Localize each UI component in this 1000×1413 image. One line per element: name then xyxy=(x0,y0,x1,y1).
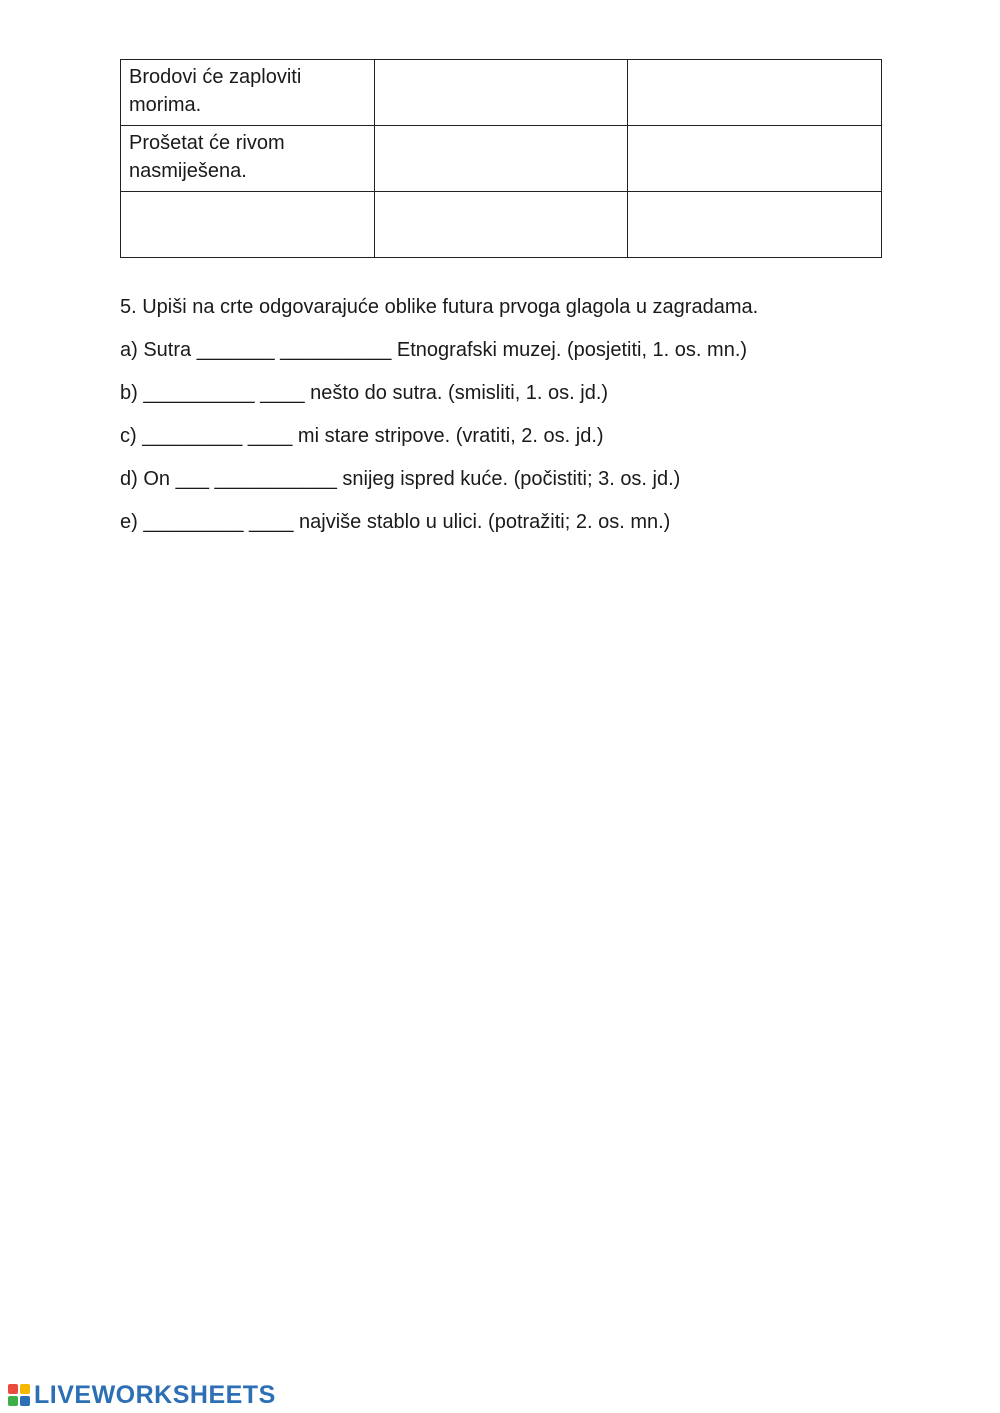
exercise-5 xyxy=(120,293,920,551)
exercise-heading: 5. Upiši na crte odgovarajuće oblike futura prvoga glagola u zagradama. xyxy=(120,296,759,318)
table-row xyxy=(121,60,882,126)
table-row xyxy=(121,126,882,192)
table-row xyxy=(121,192,882,258)
logo-square xyxy=(8,1396,18,1406)
table-cell[interactable] xyxy=(628,126,882,192)
table-cell: Brodovi će zaploviti morima. xyxy=(121,60,375,126)
exercise-item-d[interactable]: d) On ___ ___________ snijeg ispred kuće. (počistiti; 3. os. jd.) xyxy=(120,468,681,490)
table-cell[interactable] xyxy=(375,60,628,126)
logo-square xyxy=(8,1384,18,1394)
logo-text: LIVEWORKSHEETS xyxy=(34,1380,276,1409)
logo-square xyxy=(20,1396,30,1406)
exercise-item-e[interactable]: e) _________ ____ najviše stablo u ulici. (potražiti; 2. os. mn.) xyxy=(120,511,671,533)
table-cell: Prošetat će rivom nasmiješena. xyxy=(121,126,375,192)
exercise-item-c[interactable]: c) _________ ____ mi stare stripove. (vratiti, 2. os. jd.) xyxy=(120,425,604,447)
liveworksheets-logo[interactable] xyxy=(8,1381,276,1409)
exercise-item-a[interactable]: a) Sutra _______ __________ Etnografski muzej. (posjetiti, 1. os. mn.) xyxy=(120,339,748,361)
table-cell[interactable] xyxy=(375,126,628,192)
table-cell[interactable] xyxy=(628,192,882,258)
table-cell[interactable] xyxy=(375,192,628,258)
table-cell[interactable] xyxy=(628,60,882,126)
table-cell[interactable] xyxy=(121,192,375,258)
exercise-item-b[interactable]: b) __________ ____ nešto do sutra. (smisliti, 1. os. jd.) xyxy=(120,382,609,404)
sentence-table xyxy=(120,59,882,258)
liveworksheets-logo-icon xyxy=(8,1384,30,1406)
logo-square xyxy=(20,1384,30,1394)
